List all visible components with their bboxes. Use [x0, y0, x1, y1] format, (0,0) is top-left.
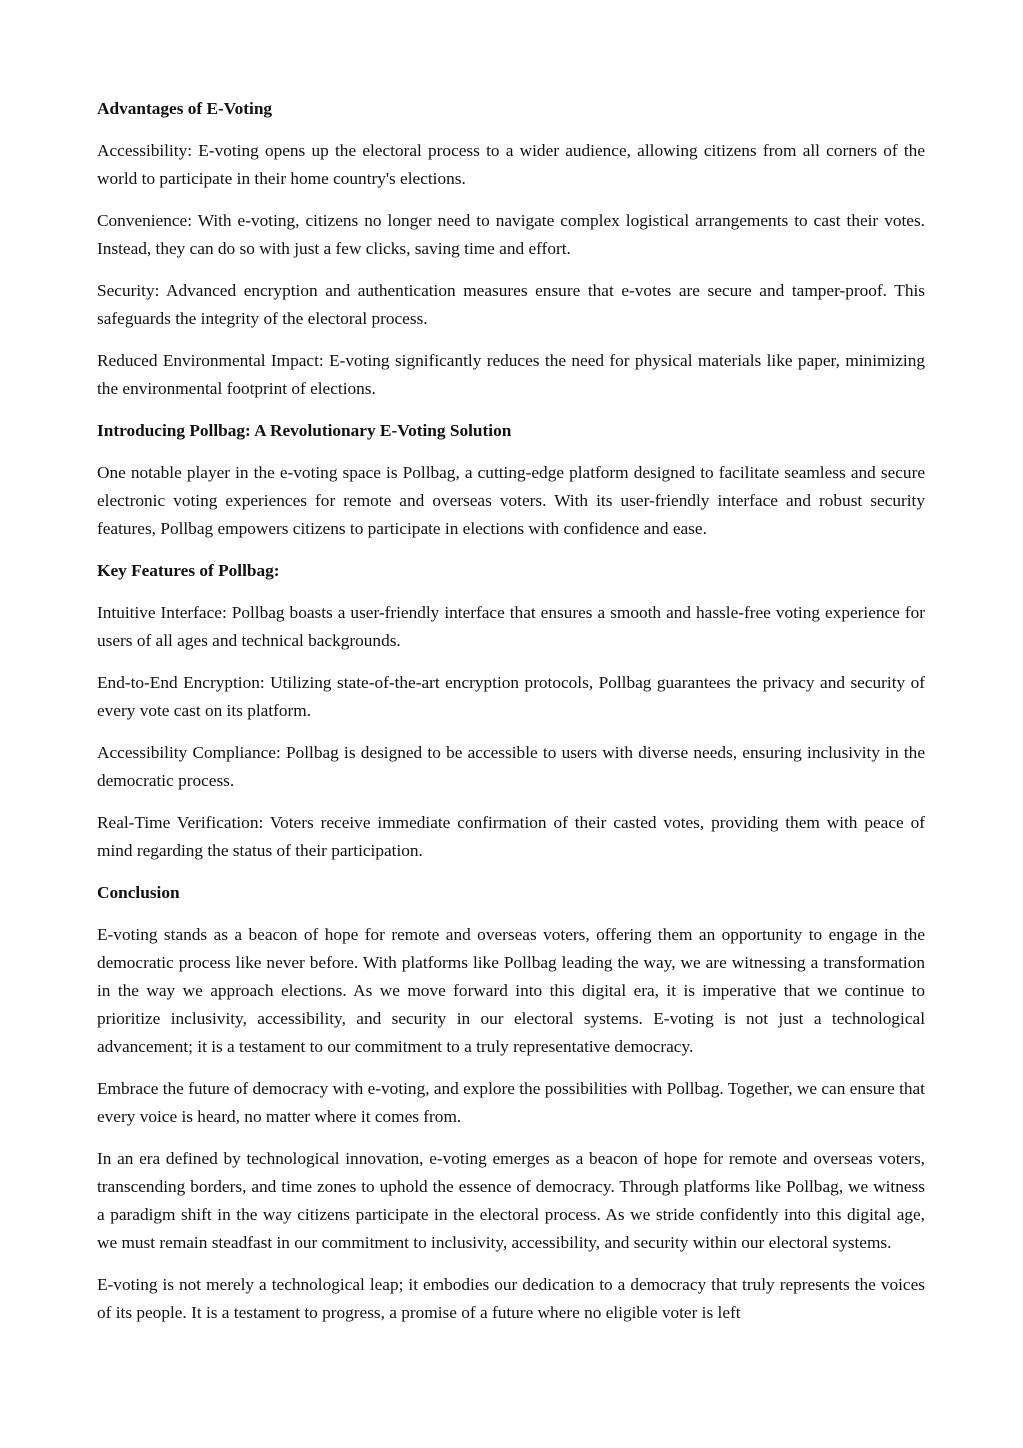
paragraph-conclusion-2: Embrace the future of democracy with e-voting, and explore the possibilities with Pollbag. Together, we can ensure that every voice is heard, no matter where it comes from. — [97, 1079, 925, 1126]
paragraph-conclusion-1: E-voting stands as a beacon of hope for remote and overseas voters, offering them an opportunity to engage in the democratic process like never before. With platforms like Pollbag leading the way, we are witnessing a transformation in the way we approach elections. As we move forward into this digital era, it is imperative that we continue to prioritize inclusivity, accessibility, and security in our electoral systems. E-voting is not just a technological advancement; it is a testament to our commitment to a truly representative democracy. — [97, 925, 925, 1056]
paragraph-intuitive-interface: Intuitive Interface: Pollbag boasts a user-friendly interface that ensures a smooth and hassle-free voting experience for users of all ages and technical backgrounds. — [97, 603, 925, 650]
paragraph-conclusion-4: E-voting is not merely a technological leap; it embodies our dedication to a democracy that truly represents the voices of its people. It is a testament to progress, a promise of a future where no eligible voter is left — [97, 1275, 925, 1322]
paragraph-end-to-end-encryption: End-to-End Encryption: Utilizing state-of-the-art encryption protocols, Pollbag guarantees the privacy and security of every vote cast on its platform. — [97, 673, 925, 720]
heading-conclusion: Conclusion — [97, 883, 180, 902]
paragraph-accessibility: Accessibility: E-voting opens up the electoral process to a wider audience, allowing citizens from all corners of the world to participate in their home country's elections. — [97, 141, 925, 188]
heading-introducing-pollbag: Introducing Pollbag: A Revolutionary E-Voting Solution — [97, 421, 512, 440]
document-page — [97, 95, 925, 1341]
paragraph-accessibility-compliance: Accessibility Compliance: Pollbag is designed to be accessible to users with diverse needs, ensuring inclusivity in the democratic process. — [97, 743, 925, 790]
heading-key-features: Key Features of Pollbag: — [97, 561, 280, 580]
heading-advantages: Advantages of E-Voting — [97, 99, 273, 118]
paragraph-conclusion-3: In an era defined by technological innovation, e-voting emerges as a beacon of hope for remote and overseas voters, transcending borders, and time zones to uphold the essence of democracy. Through platforms like Pollbag, we witness a paradigm shift in the way citizens participate in the electoral process. As we stride confidently into this digital age, we must remain steadfast in our commitment to inclusivity, accessibility, and security within our electoral systems. — [97, 1149, 925, 1252]
paragraph-real-time-verification: Real-Time Verification: Voters receive immediate confirmation of their casted votes, providing them with peace of mind regarding the status of their participation. — [97, 813, 925, 860]
paragraph-environmental-impact: Reduced Environmental Impact: E-voting significantly reduces the need for physical materials like paper, minimizing the environmental footprint of elections. — [97, 351, 925, 398]
paragraph-convenience: Convenience: With e-voting, citizens no longer need to navigate complex logistical arrangements to cast their votes. Instead, they can do so with just a few clicks, saving time and effort. — [97, 211, 925, 258]
paragraph-security: Security: Advanced encryption and authentication measures ensure that e-votes are secure and tamper-proof. This safeguards the integrity of the electoral process. — [97, 281, 925, 328]
paragraph-pollbag-intro: One notable player in the e-voting space is Pollbag, a cutting-edge platform designed to facilitate seamless and secure electronic voting experiences for remote and overseas voters. With its user-friendly interface and robust security features, Pollbag empowers citizens to participate in elections with confidence and ease. — [97, 463, 925, 538]
